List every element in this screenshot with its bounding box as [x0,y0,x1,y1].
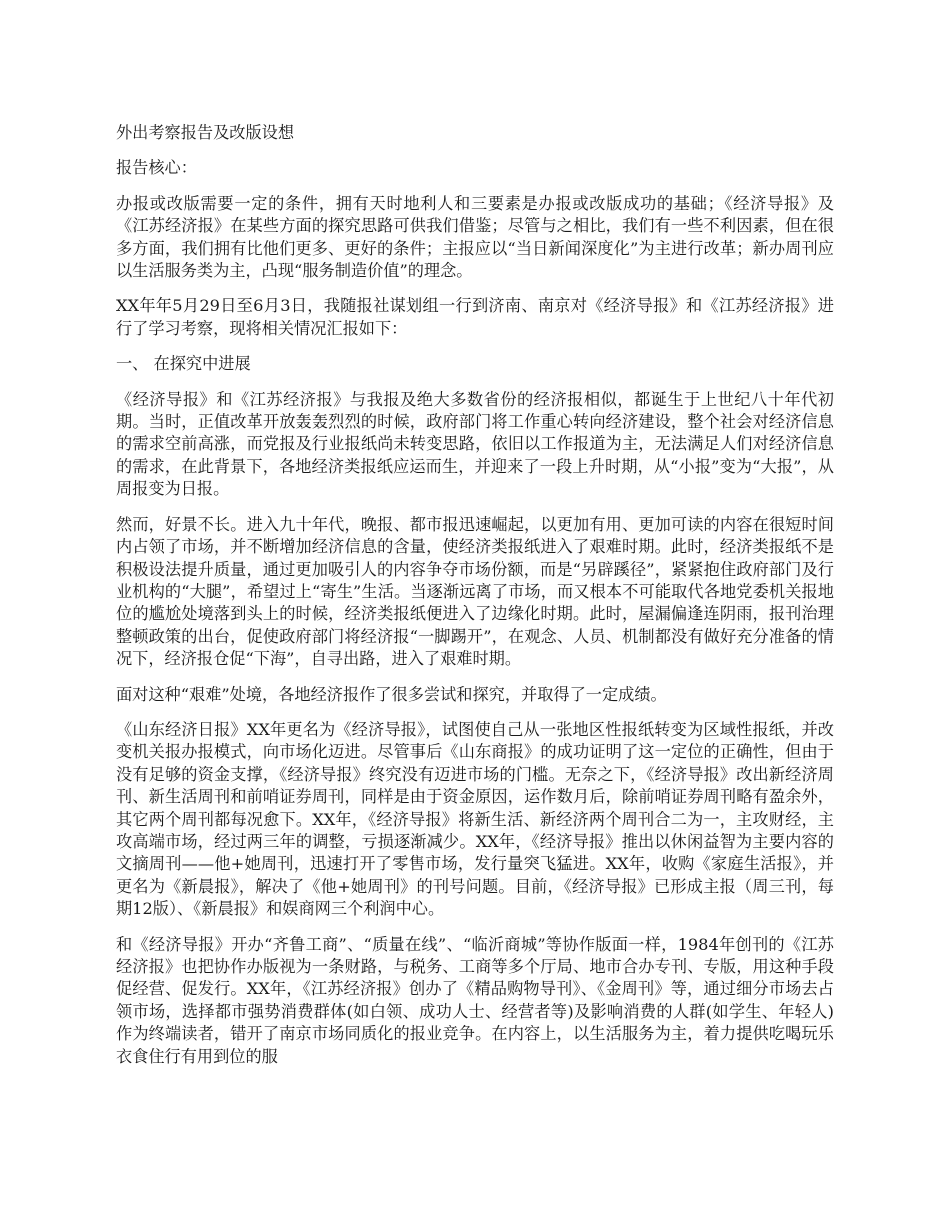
document-title: 外出考察报告及改版设想 [116,123,295,142]
section-heading-1: 一、 在探究中进展 [116,354,251,374]
body-paragraph-decline: 然而，好景不长。进入九十年代，晚报、都市报迅速崛起，以更加有用、更加可读的内容在很短时间内占领了市场，并不断增加经济信息的含量，使经济类报纸进入了艰难时期。此时，经济类报纸不是积极设法提升质量，通过更加吸引人的内容争夺市场份额，而是“另辟蹊径”，紧紧抱住政府部门及行业机构的“大腿”，希望过上“寄生”生活。当逐渐远离了市场，而又根本不可能取代各地党委机关报地位的尴尬处境落到头上的时候，经济类报纸便进入了边缘化时期。此时，屋漏偏逢连阴雨，报刊治理整顿政策的出台，促使政府部门将经济报“一脚踢开”，在观念、人员、机制都没有做好充分准备的情况下，经济报仓促“下海”，自寻出路，进入了艰难时期。 [116,514,834,669]
body-paragraph-jingji-daobao: 《山东经济日报》XX年更名为《经济导报》，试图使自己从一张地区性报纸转变为区域性报纸，并改变机关报办报模式，向市场化迈进。尽管事后《山东商报》的成功证明了这一定位的正确性，但由于没有足够的资金支撑，《经济导报》终究没有迈进市场的门槛。无奈之下，《经济导报》改出新经济周刊、新生活周刊和前哨证券周刊，同样是由于资金原因，运作数月后，除前哨证券周刊略有盈余外，其它两个周刊都每况愈下。XX年，《经济导报》将新生活、新经济两个周刊合二为一，主攻财经，主攻高端市场，经过两三年的调整，亏损逐渐减少。XX年，《经济导报》推出以休闲益智为主要内容的文摘周刊——他+她周刊，迅速打开了零售市场，发行量突飞猛进。XX年，收购《家庭生活报》，并更名为《新晨报》，解决了《他+她周刊》的刊号问题。目前，《经济导报》已形成主报（周三刊，每期12版）、《新晨报》和娱商网三个利润中心。 [116,719,834,919]
body-paragraph-history: 《经济导报》和《江苏经济报》与我报及绝大多数省份的经济报相似，都诞生于上世纪八十年代初期。当时，正值改革开放轰轰烈烈的时候，政府部门将工作重心转向经济建设，整个社会对经济信息的需求空前高涨，而党报及行业报纸尚未转变思路，依旧以工作报道为主，无法满足人们对经济信息的需求，在此背景下，各地经济类报纸应运而生，并迎来了一段上升时期，从“小报”变为“大报”，从周报变为日报。 [116,389,834,499]
core-summary-paragraph: 办报或改版需要一定的条件，拥有天时地利人和三要素是办报或改版成功的基础；《经济导报》及《江苏经济报》在某些方面的探究思路可供我们借鉴；尽管与之相比，我们有一些不利因素，但在很多方面，我们拥有比他们更多、更好的条件；主报应以“当日新闻深度化”为主进行改革；新办周刊应以生活服务类为主，凸现“服务制造价值”的理念。 [116,193,834,281]
intro-paragraph: XX年年5月29日至6月3日，我随报社谋划组一行到济南、南京对《经济导报》和《江苏经济报》进行了学习考察，现将相关情况汇报如下： [116,296,834,338]
body-paragraph-response: 面对这种“艰难”处境，各地经济报作了很多尝试和探究，并取得了一定成绩。 [116,684,667,704]
document-body [116,122,834,1081]
body-paragraph-jiangsu-jingjibao: 和《经济导报》开办“齐鲁工商”、“质量在线”、“临沂商城”等协作版面一样，1984年创刊的《江苏经济报》也把协作办版视为一条财路，与税务、工商等多个厅局、地市合办专刊、专版，用这种手段促经营、促发行。XX年，《江苏经济报》创办了《精品购物导刊》、《金周刊》等，通过细分市场去占领市场，选择都市强势消费群体(如白领、成功人士、经营者等)及影响消费的人群(如学生、年轻人)作为终端读者，错开了南京市场同质化的报业竞争。在内容上，以生活服务为主，着力提供吃喝玩乐衣食住行有用到位的服 [116,934,834,1066]
report-core-label: 报告核心： [116,158,197,178]
